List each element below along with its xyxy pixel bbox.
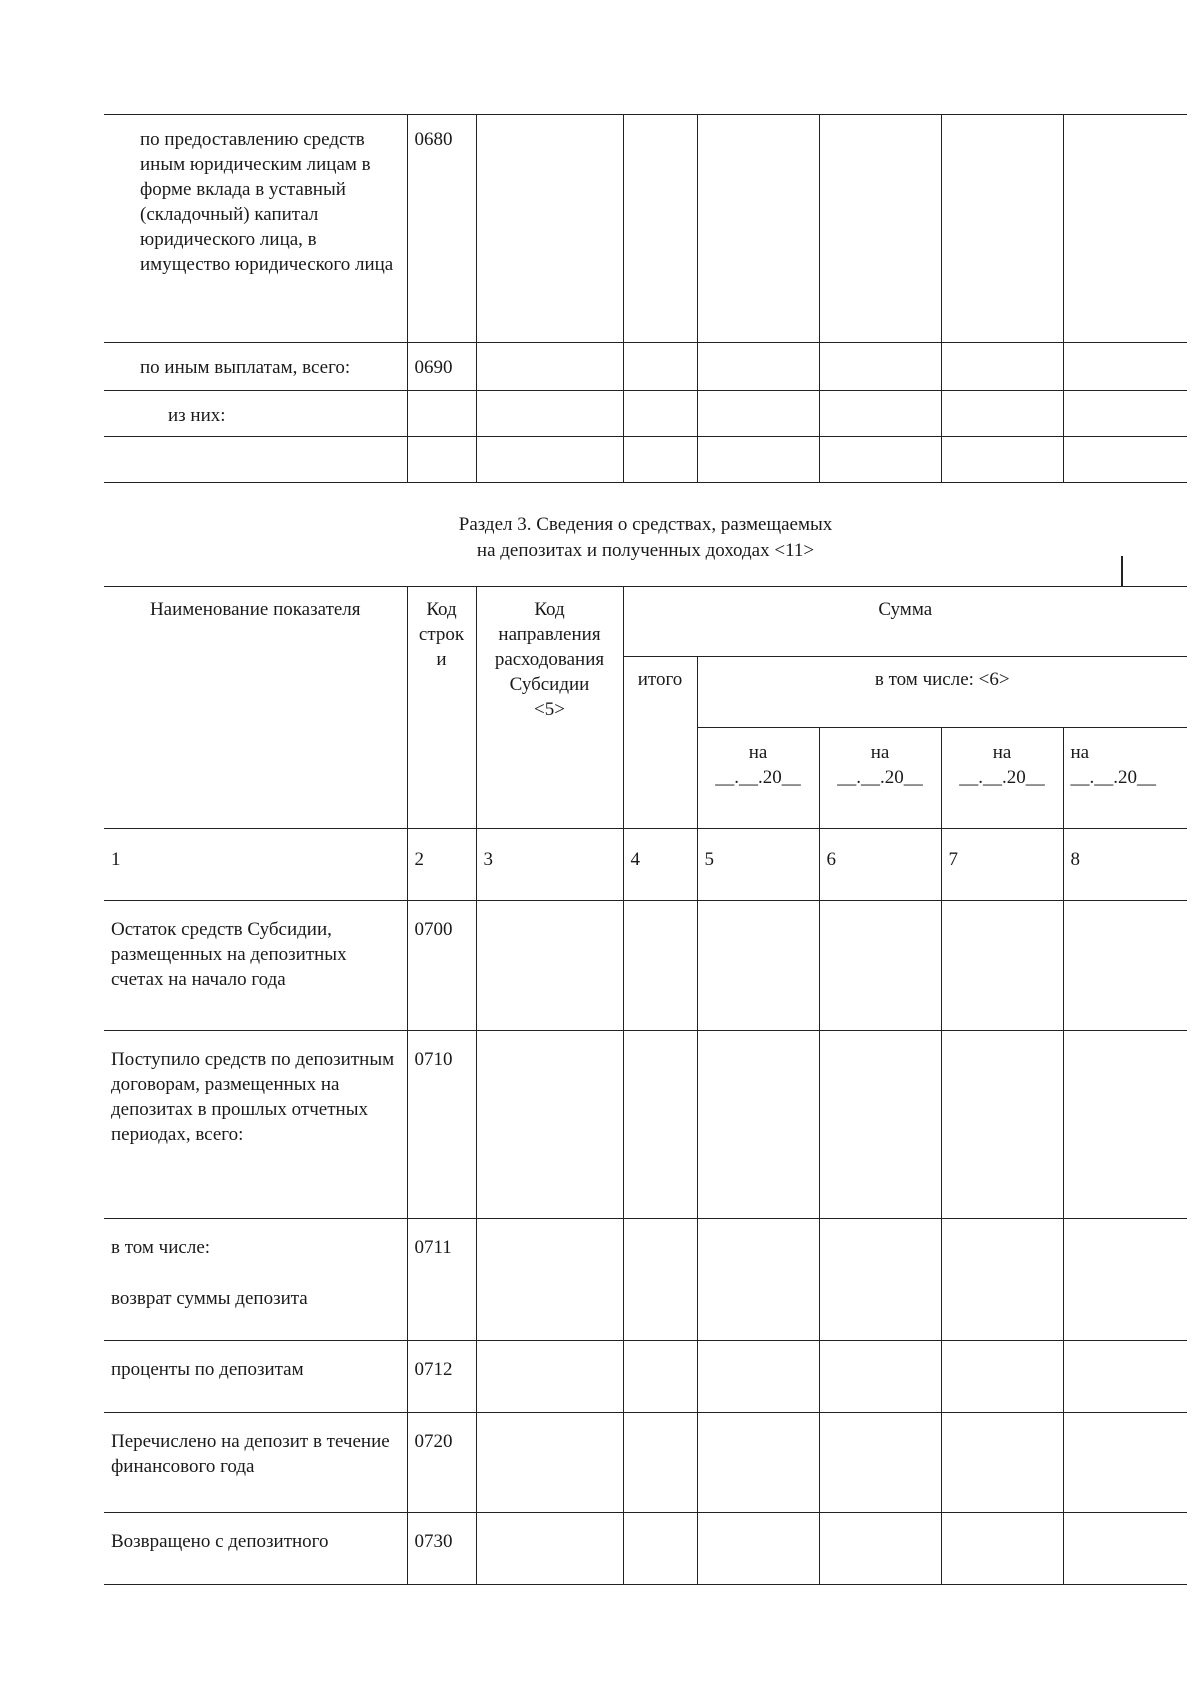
header-row	[104, 587, 1187, 657]
cell[interactable]	[1063, 1341, 1187, 1413]
row-code: 0710	[407, 1031, 476, 1219]
cell[interactable]	[623, 1413, 697, 1513]
cell[interactable]	[819, 343, 941, 391]
cell[interactable]	[941, 115, 1063, 343]
header-code-l2: строк	[418, 624, 465, 645]
cell[interactable]	[941, 391, 1063, 437]
cell[interactable]	[623, 115, 697, 343]
cell[interactable]	[941, 1219, 1063, 1341]
cell[interactable]	[941, 437, 1063, 483]
cell[interactable]	[476, 1513, 623, 1585]
cell[interactable]	[819, 437, 941, 483]
section-title	[104, 512, 1187, 564]
cell[interactable]	[697, 901, 819, 1031]
row-code[interactable]	[407, 437, 476, 483]
section-title-line1: Раздел 3. Сведения о средствах, размещаемых	[458, 514, 833, 535]
cell[interactable]	[819, 391, 941, 437]
cell[interactable]	[697, 1341, 819, 1413]
header-code-l3: и	[436, 649, 447, 670]
date-mask: __.__.20__	[715, 767, 801, 788]
on-label: на	[748, 742, 768, 763]
col-number: 7	[941, 829, 1063, 901]
header-direction	[476, 587, 623, 829]
header-direction-l2: направления	[498, 624, 601, 645]
header-direction-l5: <5>	[534, 699, 565, 720]
cell[interactable]	[819, 901, 941, 1031]
cell[interactable]	[623, 391, 697, 437]
row-name: из них:	[104, 391, 407, 437]
header-direction-l3: расходования	[494, 649, 605, 670]
cell[interactable]	[819, 1513, 941, 1585]
cell[interactable]	[476, 437, 623, 483]
cell[interactable]	[941, 1031, 1063, 1219]
cell[interactable]	[623, 1219, 697, 1341]
on-label: на	[992, 742, 1012, 763]
row-name: по иным выплатам, всего:	[104, 343, 407, 391]
col-number: 6	[819, 829, 941, 901]
header-code-l1: Код	[426, 599, 457, 620]
col-number: 1	[104, 829, 407, 901]
cell[interactable]	[476, 1031, 623, 1219]
cell[interactable]	[697, 1219, 819, 1341]
col-number: 3	[476, 829, 623, 901]
cell[interactable]	[697, 115, 819, 343]
header-date-col5	[697, 728, 819, 829]
date-mask: __.__.20__	[837, 767, 923, 788]
table-row	[104, 343, 1187, 391]
cell[interactable]	[1063, 437, 1187, 483]
row-name: Поступило средств по депозитным договорам, размещенных на депозитах в прошлых отчетных периодах, всего:	[104, 1031, 407, 1219]
cell[interactable]	[941, 901, 1063, 1031]
cell[interactable]	[697, 1413, 819, 1513]
cell[interactable]	[1063, 1031, 1187, 1219]
cell[interactable]	[941, 1341, 1063, 1413]
table-row	[104, 1413, 1187, 1513]
cell[interactable]	[941, 1413, 1063, 1513]
table-row	[104, 1513, 1187, 1585]
cell[interactable]	[1063, 1513, 1187, 1585]
row-code: 0730	[407, 1513, 476, 1585]
cell[interactable]	[697, 343, 819, 391]
row-name: Возвращено с депозитного	[104, 1513, 407, 1585]
cell[interactable]	[1063, 1219, 1187, 1341]
on-label: на	[1070, 742, 1090, 763]
payments-table	[104, 114, 1187, 483]
col-number: 4	[623, 829, 697, 901]
cell[interactable]	[697, 391, 819, 437]
on-label: на	[870, 742, 890, 763]
row-name: Перечислено на депозит в течение финансового года	[104, 1413, 407, 1513]
header-name-label: Наименование показателя	[149, 599, 361, 620]
row-code: 0720	[407, 1413, 476, 1513]
header-total: итого	[623, 657, 697, 829]
header-date-col6	[819, 728, 941, 829]
row-name[interactable]	[104, 437, 407, 483]
cell[interactable]	[1063, 115, 1187, 343]
row-code: 0712	[407, 1341, 476, 1413]
col-number: 8	[1063, 829, 1187, 901]
cell[interactable]	[476, 115, 623, 343]
header-direction-l1: Код	[534, 599, 565, 620]
section-title-line2: на депозитах и полученных доходах <11>	[476, 540, 815, 561]
header-date-col7	[941, 728, 1063, 829]
cell[interactable]	[476, 391, 623, 437]
date-mask: __.__.20__	[1070, 767, 1156, 788]
cell[interactable]	[623, 1513, 697, 1585]
header-name	[104, 587, 407, 829]
row-name-line2: возврат суммы депозита	[111, 1288, 308, 1309]
cell[interactable]	[819, 115, 941, 343]
table-row	[104, 115, 1187, 343]
table-row	[104, 437, 1187, 483]
cell[interactable]	[697, 437, 819, 483]
cell[interactable]	[941, 1513, 1063, 1585]
table-row	[104, 1341, 1187, 1413]
tick-mark	[1121, 556, 1123, 586]
row-code: 0700	[407, 901, 476, 1031]
cell[interactable]	[623, 343, 697, 391]
cell[interactable]	[623, 901, 697, 1031]
cell[interactable]	[476, 1341, 623, 1413]
row-code	[407, 391, 476, 437]
cell[interactable]	[1063, 391, 1187, 437]
header-code	[407, 587, 476, 829]
cell[interactable]	[941, 343, 1063, 391]
column-numbers-row	[104, 829, 1187, 901]
cell[interactable]	[623, 1031, 697, 1219]
row-name: Остаток средств Субсидии, размещенных на депозитных счетах на начало года	[104, 901, 407, 1031]
col-number: 5	[697, 829, 819, 901]
cell[interactable]	[819, 1031, 941, 1219]
table-row	[104, 391, 1187, 437]
cell[interactable]	[476, 343, 623, 391]
table-row	[104, 1219, 1187, 1341]
cell[interactable]	[819, 1219, 941, 1341]
table-row	[104, 1031, 1187, 1219]
row-code: 0680	[407, 115, 476, 343]
cell[interactable]	[697, 1031, 819, 1219]
cell[interactable]	[623, 437, 697, 483]
header-including: в том числе: <6>	[697, 657, 1187, 728]
cell[interactable]	[1063, 343, 1187, 391]
row-name: проценты по депозитам	[104, 1341, 407, 1413]
date-mask: __.__.20__	[959, 767, 1045, 788]
header-direction-l4: Субсидии	[509, 674, 590, 695]
cell[interactable]	[1063, 901, 1187, 1031]
row-name	[104, 1219, 407, 1341]
deposits-table	[104, 586, 1187, 1585]
header-sum: Сумма	[623, 587, 1187, 657]
row-name-line1: в том числе:	[111, 1237, 211, 1258]
cell[interactable]	[697, 1513, 819, 1585]
table-row	[104, 901, 1187, 1031]
cell[interactable]	[476, 1413, 623, 1513]
cell[interactable]	[476, 901, 623, 1031]
row-code: 0711	[407, 1219, 476, 1341]
cell[interactable]	[476, 1219, 623, 1341]
cell[interactable]	[1063, 1413, 1187, 1513]
header-date-col8	[1063, 728, 1187, 829]
cell[interactable]	[623, 1341, 697, 1413]
row-name: по предоставлению средств иным юридическим лицам в форме вклада в уставный (складочный) капитал юридического лица, в имущество юридического лица	[104, 115, 407, 343]
row-code: 0690	[407, 343, 476, 391]
cell[interactable]	[819, 1341, 941, 1413]
cell[interactable]	[819, 1413, 941, 1513]
col-number: 2	[407, 829, 476, 901]
